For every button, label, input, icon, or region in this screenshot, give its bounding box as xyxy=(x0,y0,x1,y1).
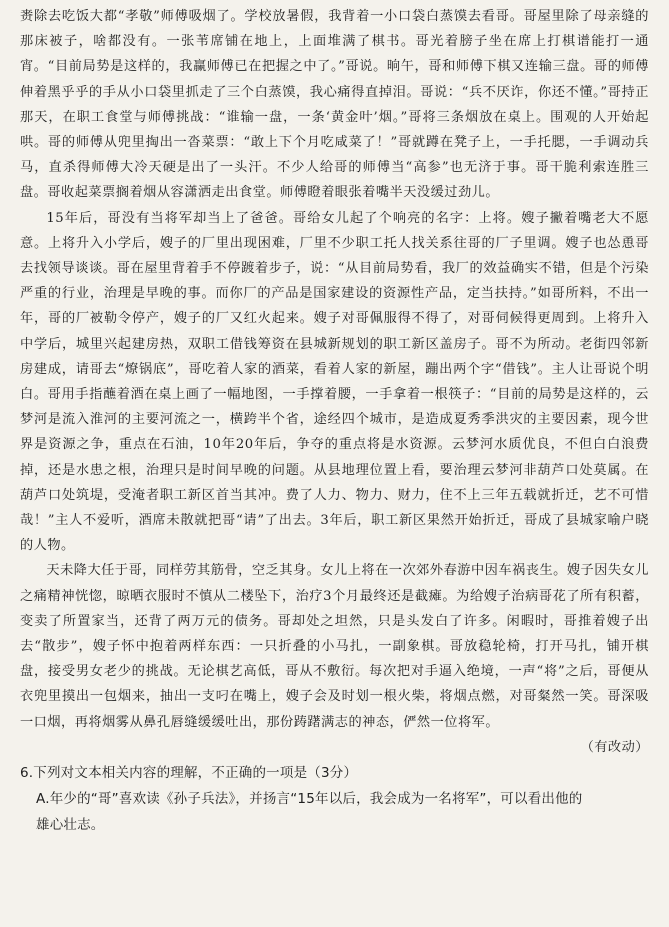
source-note: （有改动） xyxy=(580,739,649,755)
question-6-title: 6.下列对文本相关内容的理解，不正确的一项是（3分） xyxy=(20,765,358,782)
passage-paragraph-3: 天未降大任于哥，同样劳其筋骨，空乏其身。女儿上将在一次郊外春游中因车祸丧生。嫂子因失女儿之痛精神恍惚，晾晒衣服时不慎从二楼坠下，治疗3个月最终还是截瘫。为给嫂子治病哥花了所有积蓄，变卖了所置家当，还背了两万元的债务。哥却处之坦然，只是头发白了许多。闲暇时，哥推着嫂子出去“散步”，嫂子怀中抱着两样东西：一只折叠的小马扎，一副象棋。哥放稳轮椅，打开马扎，铺开棋盘，接受男女老少的挑战。无论棋艺高低，哥从不敷衍。每次把对手逼入绝境，一声“将”之后，哥便从衣兜里摸出一包烟来，抽出一支叼在嘴上，嫂子会及时划一根火柴，将烟点燃，对哥粲然一笑。哥深吸一口烟，再将烟雾从鼻孔唇缝缓缓吐出，那份踌躇满志的神态，俨然一位将军。 xyxy=(20,563,649,730)
passage-paragraph-1: 赉除去吃饭大都“孝敬”师傅吸烟了。学校放暑假，我背着一小口袋白蒸馍去看哥。哥屋里除了母亲缝的那床被子，啥都没有。一张苇席铺在地上，上面堆满了棋书。哥光着膀子坐在席上打棋谱能打一通宵。“目前局势是这样的，我赢师傅已在把握之中了。”哥说。晌午，哥和师傅下棋又连输三盘。哥的师傅伸着黑乎乎的手从小口袋里抓走了三个白蒸馍，我心痛得直掉泪。哥说：“兵不厌诈，你还不懂。”哥持正那天，在职工食堂与师傅挑战：“谁输一盘，一条‘黄金叶’烟。”哥将三条烟放在桌上。围观的人开始起哄。哥的师傅从兜里掏出一沓菜票：“敢上下个月吃咸菜了！”哥就蹲在凳子上，一手托腮，一手调动兵马，直杀得师傅大冷天硬是出了一头汗。不少人给哥的师傅当“高参”也无济于事。哥干脆利索连胜三盘。哥收起菜票搁着烟从容潇洒走出食堂。师傅瞪着眼张着嘴半天没缓过劲儿。 xyxy=(20,9,649,201)
question-6-option-a xyxy=(20,786,649,838)
option-a-line-2: 雄心壮志。 xyxy=(36,817,105,834)
passage-paragraph-2: 15年后，哥没有当将军却当上了爸爸。哥给女儿起了个响亮的名字：上将。嫂子撇着嘴老大不愿意。上将升入小学后，嫂子的厂里出现困难，厂里不少职工托人找关系往哥的厂子里调。嫂子也怂恿哥去找领导谈谈。哥在屋里背着手不停踱着步子，说：“从目前局势看，我厂的效益确实不错，但是个污染严重的行业，治理是早晚的事。而你厂的产品是国家建设的资源性产品，定当扶持。”如哥所料，不出一年，哥的厂被勒令停产，嫂子的厂又红火起来。嫂子对哥佩服得不得了，对哥伺候得更周到。上将升入中学后，城里兴起建房热，双职工借钱筹资在县城新规划的职工新区盖房子。哥不为所动。老街四邻新房建成，请哥去“燎锅底”，哥吃着人家的酒菜，看着人家的新屋，蹦出两个字“借钱”。主人让哥说个明白。哥用手指蘸着酒在桌上画了一幅地图，一手撑着腰，一手拿着一根筷子：“目前的局势是这样的，云梦河是流入淮河的主要河流之一，横跨半个省，途经四个城市，是造成夏秀季洪灾的主要因素，现今世界是资源之争，重点在石油，10年20年后，争夺的重点将是水资源。云梦河水质优良，不但白白浪费掉，还是水患之根，治理只是时间早晚的问题。从县地理位置上看，要治理云梦河非葫芦口处莫属。在葫芦口处筑堤，受淹者职工新区首当其冲。费了人力、物力、财力，住不上三年五载就折迁，艺不可惜哉！”主人不爱听，酒席未散就把哥“请”了出去。3年后，职工新区果然开始折迁，哥成了县城家喻户晓的人物。 xyxy=(20,210,649,554)
option-a-line-1: A.年少的“哥”喜欢读《孙子兵法》，并扬言“15年以后，我会成为一名将军”，可以看出他的 xyxy=(36,791,583,808)
